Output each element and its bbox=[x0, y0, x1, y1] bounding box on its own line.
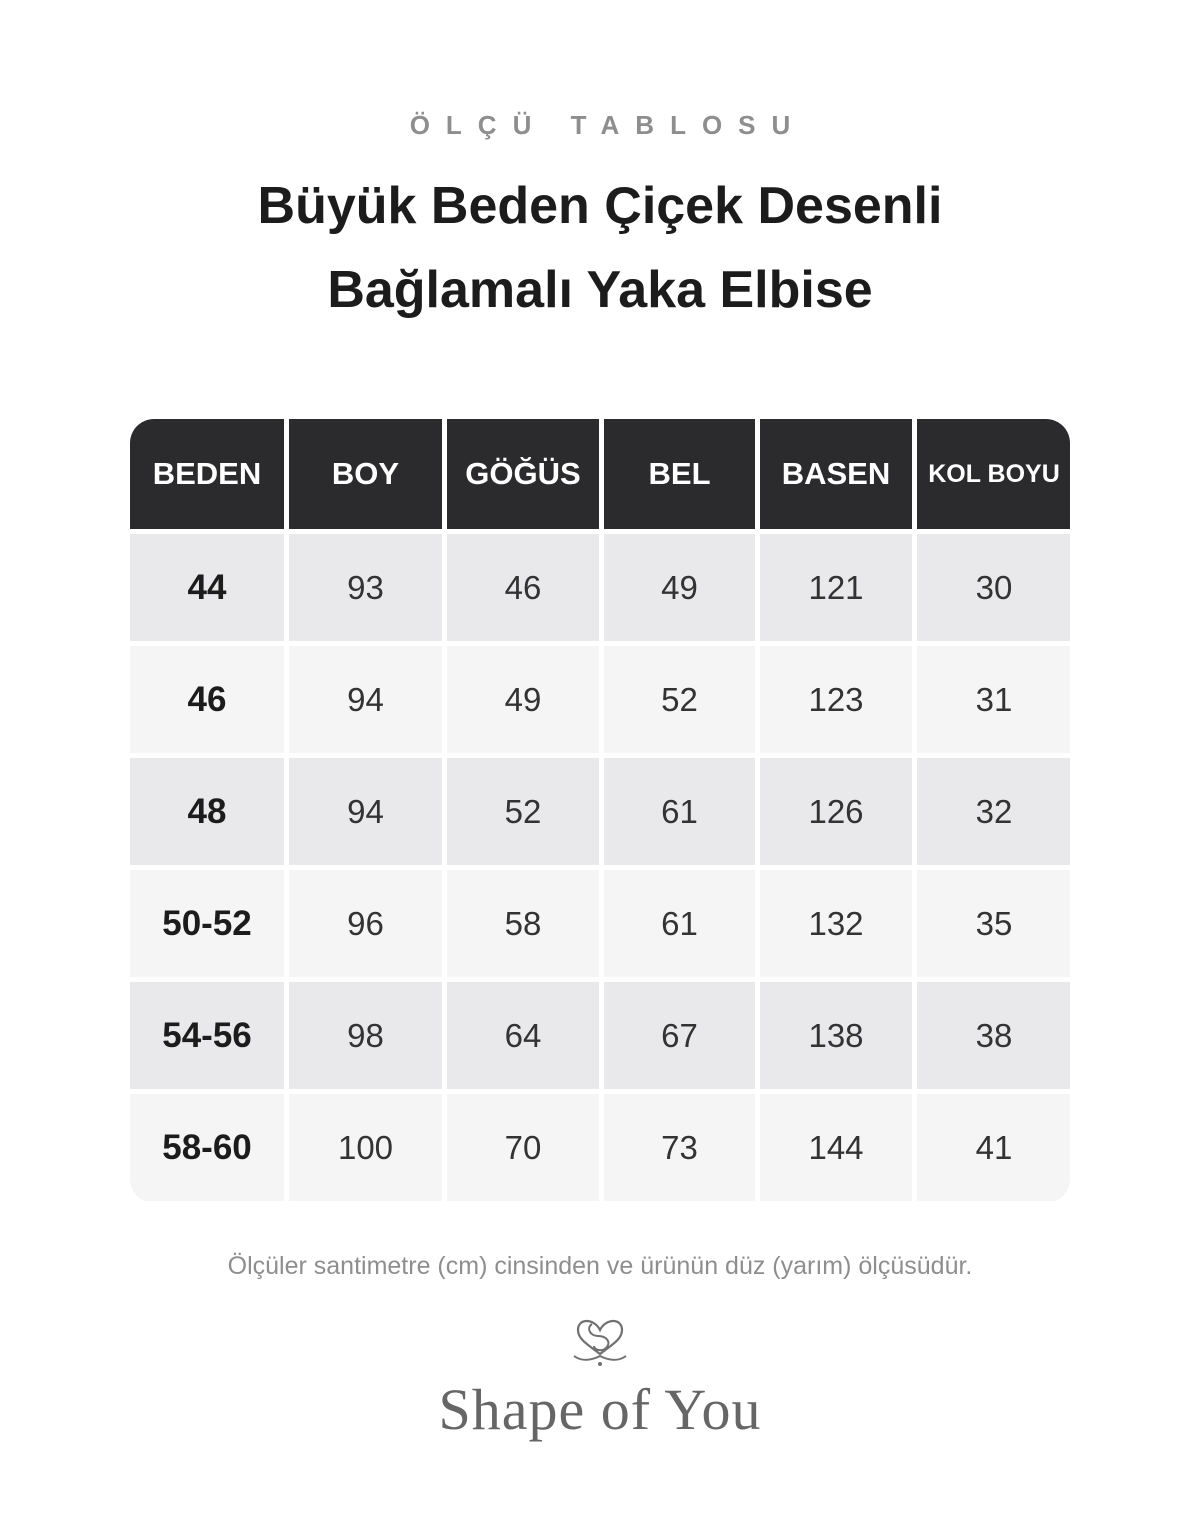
cell-size: 46 bbox=[130, 646, 284, 753]
header-kol-boyu: KOL BOYU bbox=[917, 419, 1070, 529]
cell-basen: 138 bbox=[760, 982, 912, 1089]
cell-bel: 61 bbox=[604, 758, 755, 865]
eyebrow-label: ÖLÇÜ TABLOSU bbox=[409, 110, 807, 140]
brand-logo: Shape of You bbox=[438, 1377, 762, 1442]
size-table bbox=[130, 419, 1070, 1203]
cell-basen: 126 bbox=[760, 758, 912, 865]
cell-boy: 100 bbox=[289, 1094, 442, 1201]
cell-bel: 61 bbox=[604, 870, 755, 977]
cell-gogus: 58 bbox=[447, 870, 599, 977]
cell-bel: 52 bbox=[604, 646, 755, 753]
cell-gogus: 52 bbox=[447, 758, 599, 865]
header-boy: BOY bbox=[289, 419, 442, 529]
cell-boy: 94 bbox=[289, 646, 442, 753]
cell-bel: 73 bbox=[604, 1094, 755, 1201]
measurement-note: Ölçüler santimetre (cm) cinsinden ve ürünün düz (yarım) ölçüsüdür. bbox=[227, 1252, 973, 1280]
cell-bel: 49 bbox=[604, 534, 755, 641]
cell-size: 44 bbox=[130, 534, 284, 641]
cell-size: 54-56 bbox=[130, 982, 284, 1089]
cell-kol-boyu: 35 bbox=[917, 870, 1070, 977]
page-title-line-1: Büyük Beden Çiçek Desenli bbox=[257, 177, 943, 235]
cell-boy: 93 bbox=[289, 534, 442, 641]
page-title-line-2: Bağlamalı Yaka Elbise bbox=[327, 261, 873, 319]
cell-gogus: 64 bbox=[447, 982, 599, 1089]
cell-basen: 123 bbox=[760, 646, 912, 753]
cell-gogus: 49 bbox=[447, 646, 599, 753]
cell-bel: 67 bbox=[604, 982, 755, 1089]
cell-kol-boyu: 41 bbox=[917, 1094, 1070, 1201]
cell-boy: 96 bbox=[289, 870, 442, 977]
cell-size: 58-60 bbox=[130, 1094, 284, 1201]
cell-boy: 94 bbox=[289, 758, 442, 865]
cell-basen: 144 bbox=[760, 1094, 912, 1201]
header-beden: BEDEN bbox=[130, 419, 284, 529]
cell-kol-boyu: 31 bbox=[917, 646, 1070, 753]
cell-kol-boyu: 38 bbox=[917, 982, 1070, 1089]
cell-size: 50-52 bbox=[130, 870, 284, 977]
header-gogus: GÖĞÜS bbox=[447, 419, 599, 529]
header-basen: BASEN bbox=[760, 419, 912, 529]
cell-kol-boyu: 30 bbox=[917, 534, 1070, 641]
cell-gogus: 46 bbox=[447, 534, 599, 641]
header-bel: BEL bbox=[604, 419, 755, 529]
cell-boy: 98 bbox=[289, 982, 442, 1089]
cell-basen: 121 bbox=[760, 534, 912, 641]
cell-basen: 132 bbox=[760, 870, 912, 977]
cell-size: 48 bbox=[130, 758, 284, 865]
cell-gogus: 70 bbox=[447, 1094, 599, 1201]
heart-monogram-icon bbox=[568, 1312, 632, 1370]
page-title bbox=[0, 164, 1200, 332]
cell-kol-boyu: 32 bbox=[917, 758, 1070, 865]
